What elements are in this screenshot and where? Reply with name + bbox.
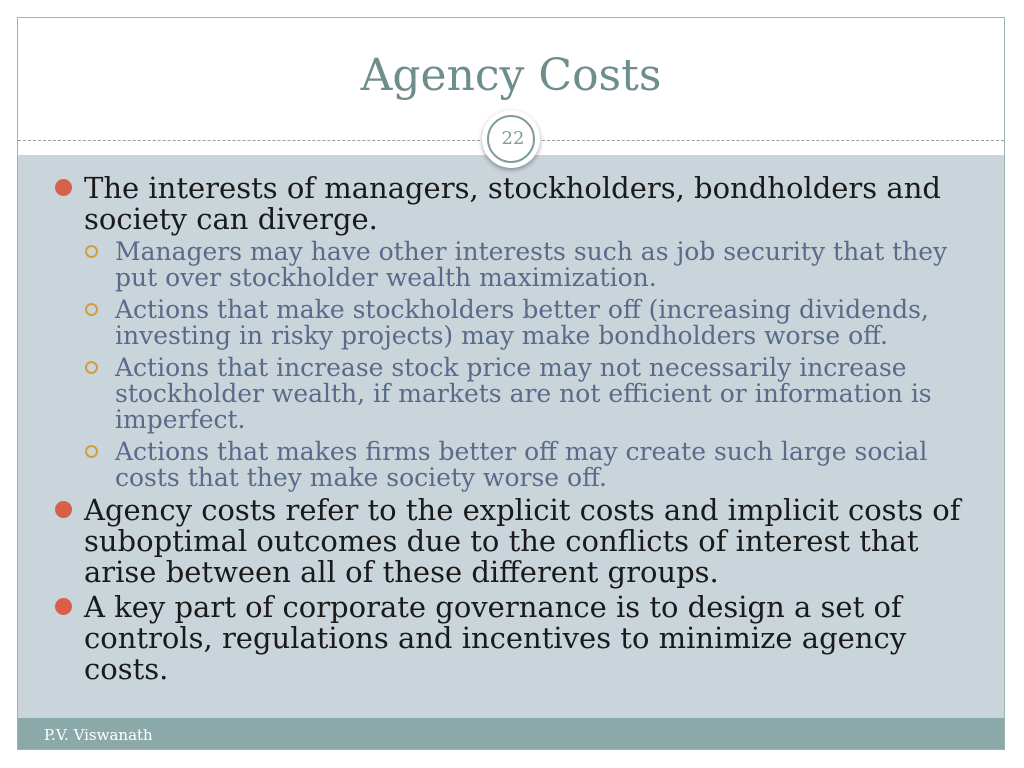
bullet-text: The interests of managers, stockholders, bondholders and society can diverge. — [84, 171, 941, 236]
sub-bullet-item — [18, 355, 1004, 433]
sub-bullet-text: Managers may have other interests such as job security that they put over stockholder wealth maximization. — [115, 237, 948, 292]
sub-bullet-text: Actions that make stockholders better off (increasing dividends, investing in risky projects) may make bondholders worse off. — [115, 295, 929, 350]
footer-bar — [18, 718, 1004, 750]
footer-author: P.V. Viswanath — [44, 726, 153, 744]
bullet-dot-icon — [55, 179, 72, 196]
sub-bullet-text: Actions that increase stock price may not necessarily increase stockholder wealth, if markets are not efficient or information is imperfect. — [115, 353, 932, 434]
bullet-list — [18, 173, 1004, 685]
sub-bullet-ring-icon — [85, 245, 98, 258]
sub-bullet-item — [18, 439, 1004, 491]
bullet-item — [18, 495, 1004, 588]
sub-bullet-item — [18, 239, 1004, 291]
bullet-text: A key part of corporate governance is to design a set of controls, regulations and incentives to minimize agency costs. — [84, 590, 907, 686]
page-number-badge — [482, 110, 540, 168]
sub-bullet-ring-icon — [85, 361, 98, 374]
sub-bullet-item — [18, 297, 1004, 349]
sub-bullet-ring-icon — [85, 445, 98, 458]
bullet-item — [18, 173, 1004, 235]
sub-bullet-text: Actions that makes firms better off may create such large social costs that they make society worse off. — [115, 437, 928, 492]
bullet-dot-icon — [55, 501, 72, 518]
bullet-text: Agency costs refer to the explicit costs and implicit costs of suboptimal outcomes due to the conflicts of interest that arise between all of these different groups. — [84, 493, 961, 589]
bullet-dot-icon — [55, 598, 72, 615]
slide-title: Agency Costs — [360, 50, 662, 101]
bullet-item — [18, 592, 1004, 685]
sub-bullet-ring-icon — [85, 303, 98, 316]
page-number-ring — [487, 115, 535, 163]
page-number: 22 — [501, 128, 525, 149]
slide — [17, 17, 1005, 750]
